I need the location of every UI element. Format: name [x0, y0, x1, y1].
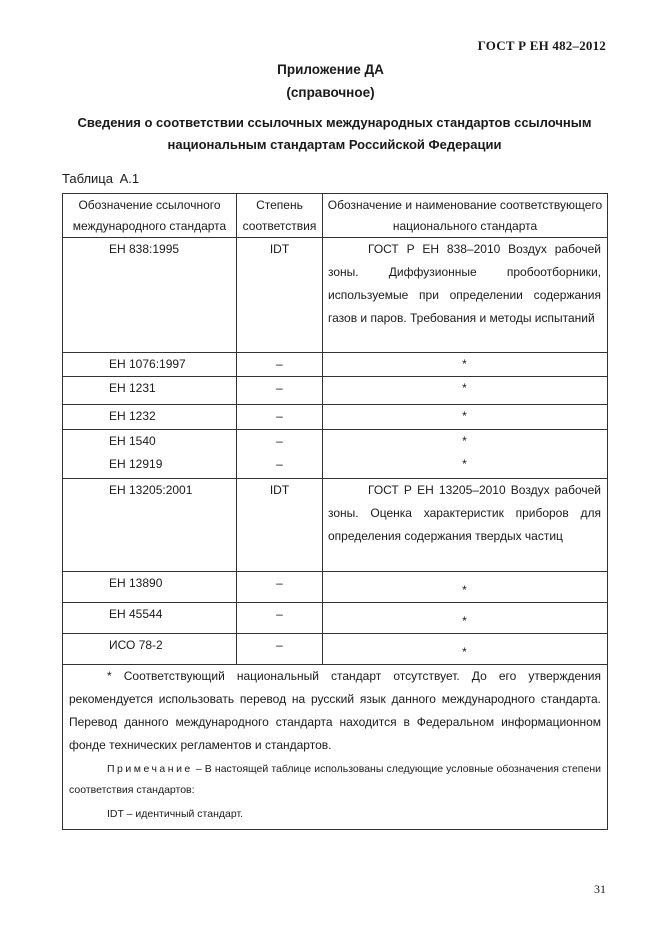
cell-degree: – [237, 430, 323, 454]
cell-degree: IDT [237, 238, 323, 353]
page-number: 31 [594, 882, 606, 896]
table-header-row [63, 194, 608, 238]
note-text: – В настоящей таблице использованы следующие условные обозначения степени соответствия стандартов: [69, 762, 601, 796]
header-intl-standard: Обозначение ссылочного международного стандарта [63, 194, 237, 238]
cell-intl: ЕН 45544 [63, 602, 237, 633]
cell-degree: – [237, 453, 323, 478]
table-row [63, 405, 608, 430]
header-national-standard: Обозначение и наименование соответствующего национального стандарта [323, 194, 608, 238]
cell-national: * [323, 633, 608, 664]
table-row [63, 238, 608, 353]
cell-intl: ЕН 1232 [63, 405, 237, 430]
cell-national: * [323, 602, 608, 633]
cell-national: * [323, 377, 608, 405]
cell-national: ГОСТ Р ЕН 13205–2010 Воздух рабочей зоны. Оценка характеристик приборов для определения содержания твердых частиц [323, 478, 608, 571]
cell-national: * [323, 453, 608, 478]
note-label: Примечание [107, 762, 193, 775]
table-row [63, 478, 608, 571]
cell-degree: – [237, 353, 323, 377]
note [69, 759, 601, 801]
appendix-heading: Сведения о соответствии ссылочных международных стандартов ссылочным национальным стандартам Российской Федерации [77, 115, 592, 152]
cell-national: * [323, 405, 608, 430]
appendix-title: Приложение ДА [277, 62, 384, 77]
table-row [63, 633, 608, 664]
table-row [63, 602, 608, 633]
table-row [63, 353, 608, 377]
cell-intl: ЕН 1540 [63, 430, 237, 454]
table-row [63, 453, 608, 478]
table-row [63, 430, 608, 454]
idt-definition: IDT – идентичный стандарт. [107, 807, 244, 820]
standards-table [62, 193, 608, 830]
table-row [63, 377, 608, 405]
header-degree: Степень соответствия [237, 194, 323, 238]
cell-national: * [323, 571, 608, 602]
appendix-subtitle: (справочное) [286, 85, 375, 100]
document-code: ГОСТ Р ЕН 482–2012 [477, 38, 606, 53]
cell-degree: – [237, 633, 323, 664]
cell-intl: ЕН 13890 [63, 571, 237, 602]
table-footer [63, 664, 608, 829]
cell-national: ГОСТ Р ЕН 838–2010 Воздух рабочей зоны. Диффузионные пробоотборники, используемые при определении содержания газов и паров. Требования и методы испытаний [323, 238, 608, 353]
cell-degree: – [237, 571, 323, 602]
cell-degree: – [237, 602, 323, 633]
table-row [63, 571, 608, 602]
cell-national: * [323, 430, 608, 454]
cell-degree: – [237, 405, 323, 430]
footnote: * Соответствующий национальный стандарт отсутствует. До его утверждения рекомендуется использовать перевод на русский язык данного международного стандарта. Перевод данного международного стандарта находится в Федеральном информационном фонде технических регламентов и стандартов. [69, 668, 601, 752]
table-caption [62, 171, 139, 186]
cell-intl: ЕН 1231 [63, 377, 237, 405]
cell-intl: ЕН 13205:2001 [63, 478, 237, 571]
cell-intl: ЕН 1076:1997 [63, 353, 237, 377]
cell-national: * [323, 353, 608, 377]
table-caption-number: А.1 [119, 171, 140, 186]
cell-intl: ЕН 12919 [63, 453, 237, 478]
cell-degree: – [237, 377, 323, 405]
cell-intl: ИСО 78-2 [63, 633, 237, 664]
cell-intl: ЕН 838:1995 [63, 238, 237, 353]
table-footer-row [63, 664, 608, 829]
cell-degree: IDT [237, 478, 323, 571]
table-caption-word: Таблица [62, 171, 113, 186]
